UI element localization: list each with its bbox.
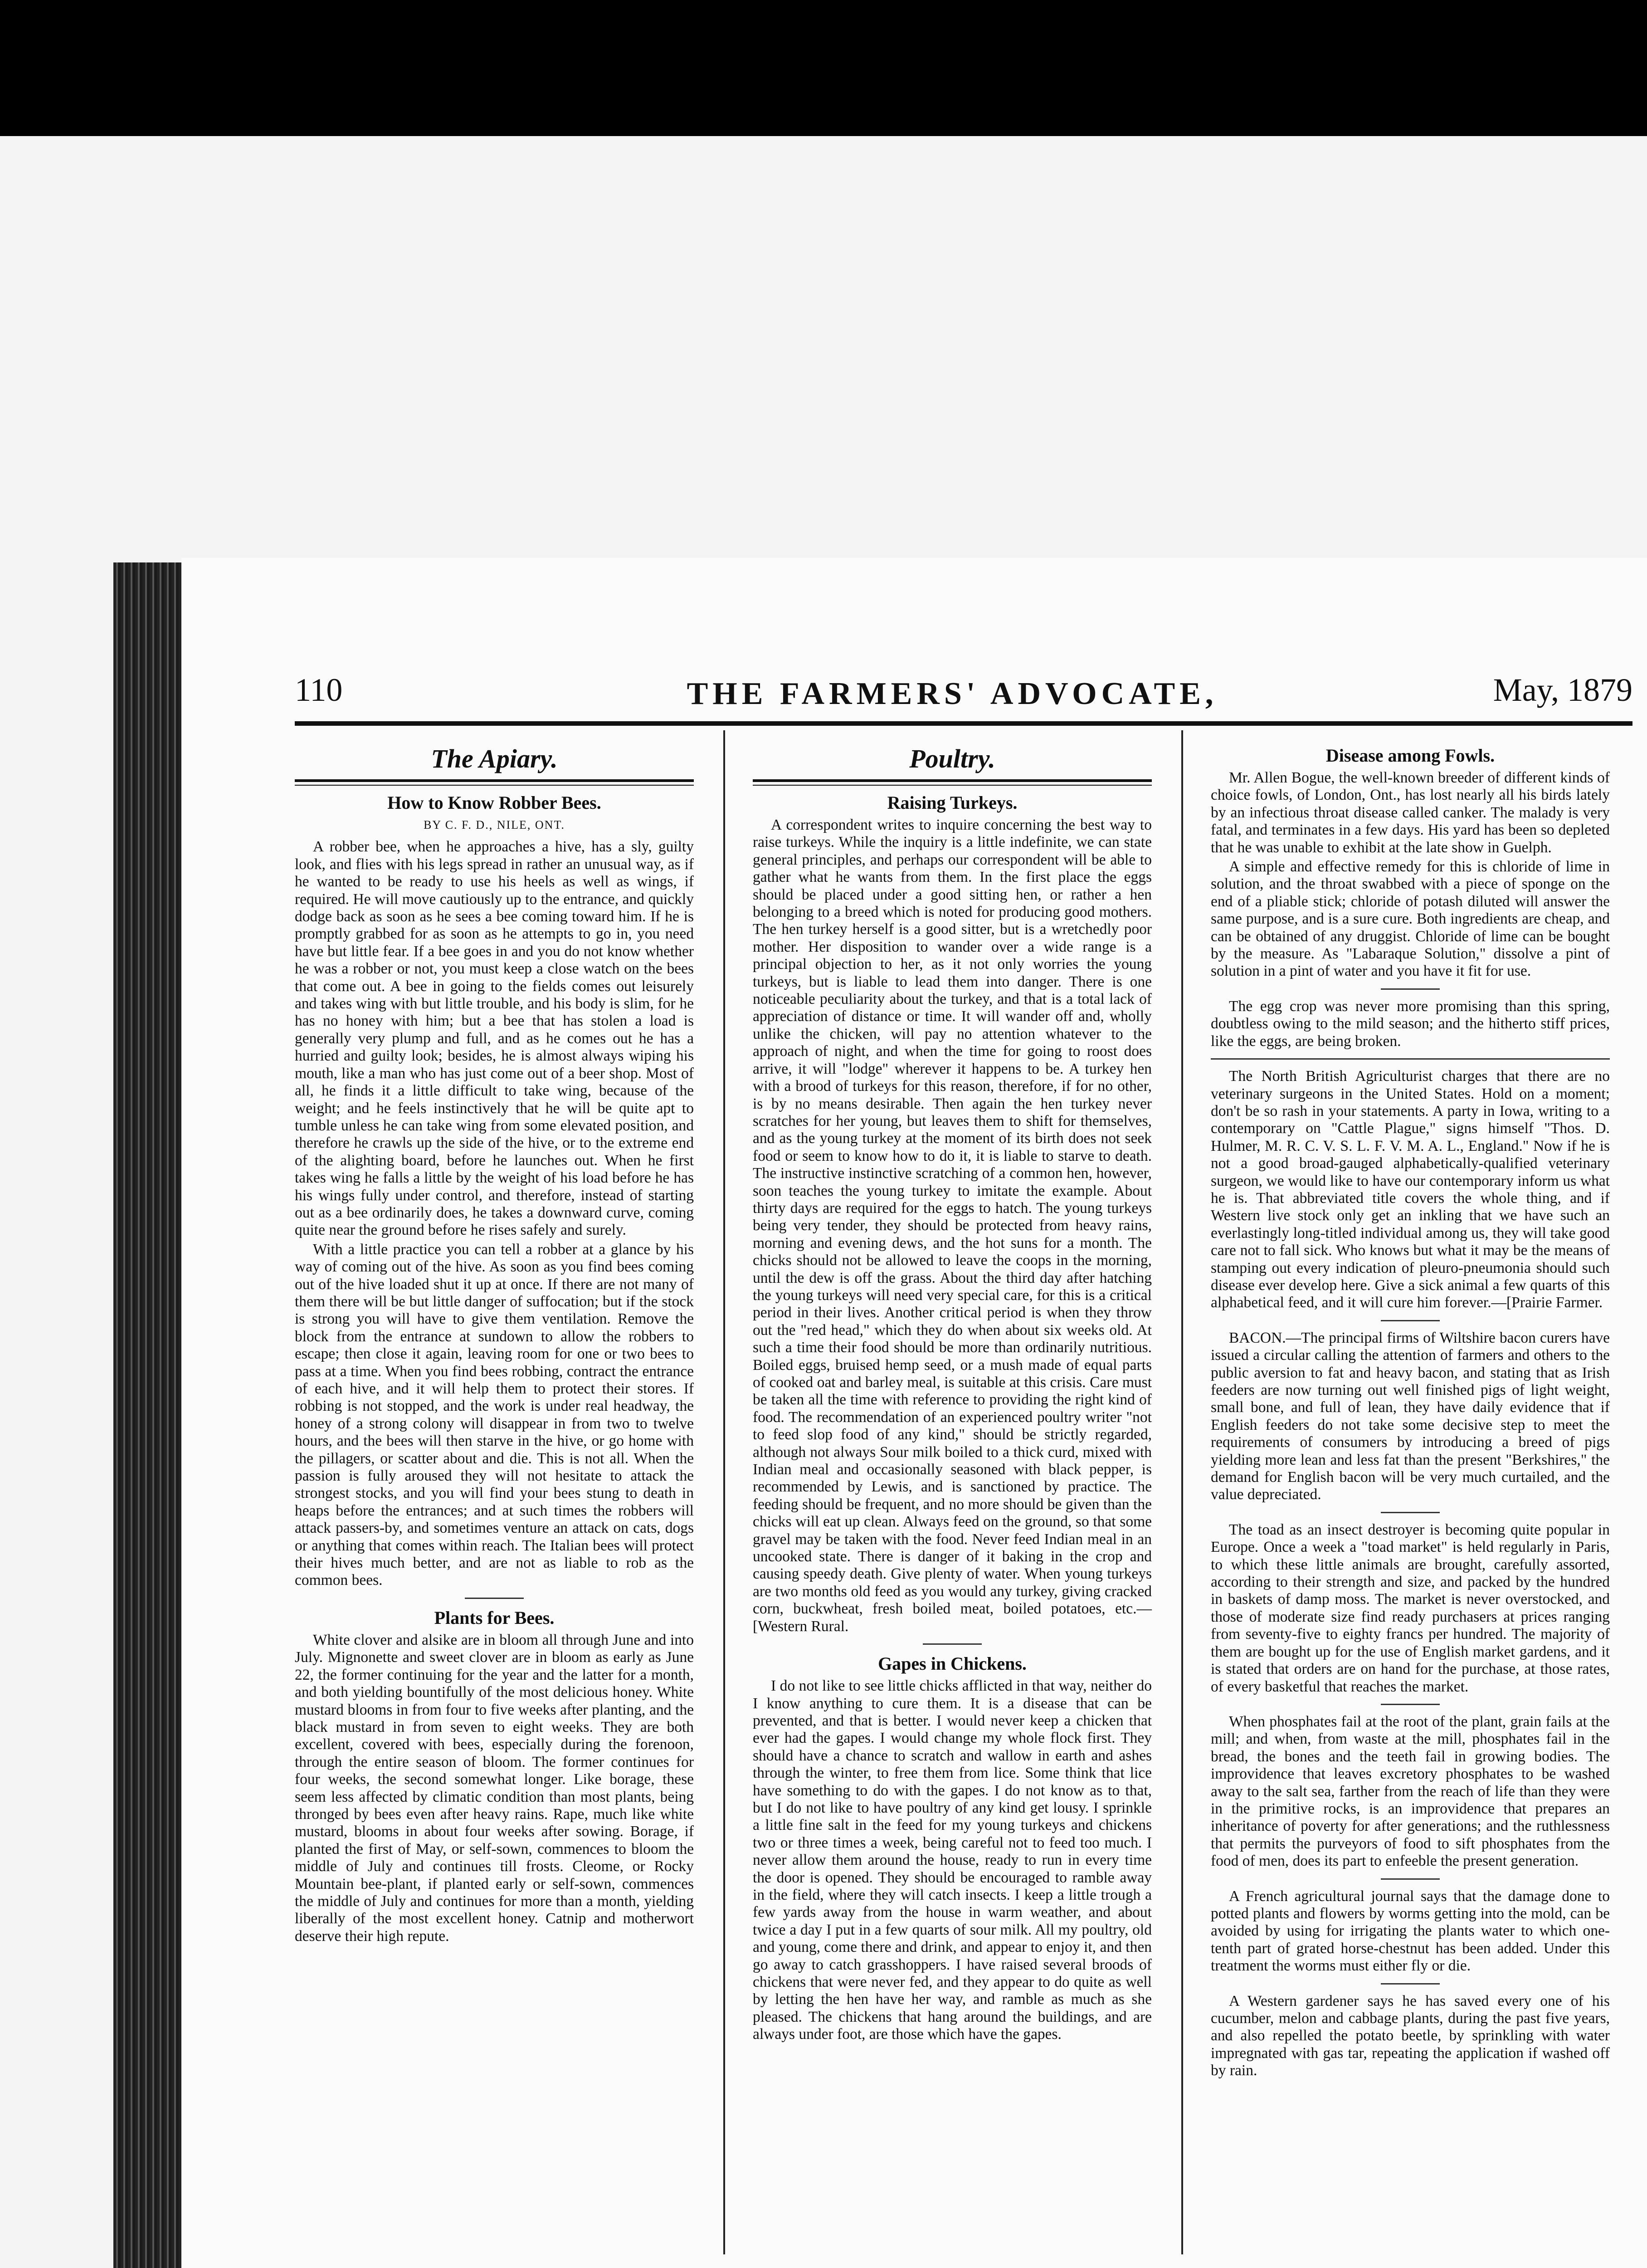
article-separator — [1381, 1878, 1440, 1880]
section-rule — [753, 779, 1152, 786]
article-separator — [1381, 1320, 1440, 1321]
section-rule — [295, 779, 694, 786]
header-rule — [295, 721, 1632, 726]
article-title-robber-bees: How to Know Robber Bees. — [387, 792, 601, 813]
page-header — [295, 662, 1632, 726]
section-title-apiary: The Apiary. — [431, 744, 558, 773]
column-divider-2 — [1181, 730, 1183, 2254]
article-separator — [1381, 1512, 1440, 1513]
article-title-raising-turkeys: Raising Turkeys. — [887, 792, 1018, 813]
article-paragraph: A correspondent writes to inquire concerning the best way to raise turkeys. While the inquiry is a little indefinite, we can state general principles, and perhaps our correspondent will be able to gather what he wants from them. In the first place the eggs should be placed under a good sitting hen, or rather a hen belonging to a breed which is noted for producing good mothers. The hen turkey herself is a good sitter, but is a wretchedly poor mother. Her disposition to wander over a wide range is a principal objection to her, as it not only worries the young turkeys, but is liable to lead them into danger. There is one noticeable peculiarity about the turkey, and that is a total lack of appreciation of distance or time. It will wander off and, wholly unlike the chicken, will pay no attention whatever to the approach of night, and when the time for going to roost does arrive, it will "lodge" wherever it happens to be. A turkey hen with a brood of turkeys for this reason, therefore, if for no other, is by no means desirable. Then again the hen turkey never scratches for her young, but leaves them to shift for themselves, and as the young turkey at the moment of its birth does not seek food or seem to know how to do it, it is liable to starve to death. The instructive instinctive scratching of a common hen, however, soon teaches the young turkey to imitate the example. About thirty days are required for the eggs to hatch. The young turkeys being very tender, they should be protected from heavy rains, morning and evening dews, and the hot suns for a month. The chicks should not be allowed to leave the coops in the morning, until the dew is off the grass. About the third day after hatching the young turkeys will need very special care, for this is a critical period in their lives. Another critical period is when they throw out the "red head," which they do when about six weeks old. At such a time their food should be more than ordinarily nutritious. Boiled eggs, bruised hemp seed, or a mush made of equal parts of cooked oat and barley meal, is suitable at this crisis. Care must be taken all the time with reference to providing the right kind of food. The recommendation of an experienced poultry writer "not to feed slop food of any kind," should be strictly regarded, although not always Sour milk boiled to a thick curd, mixed with Indian meal and occasionally seasoned with black pepper, is recommended by Lewis, and is sanctioned by practice. The feeding should be frequent, and no more should be given than the chicks will eat up clean. Always feed on the ground, so that some gravel may be taken with the food. Never feed Indian meal in an uncooked state. There is danger of it baking in the crop and causing speedy death. Give plenty of water. When young turkeys are two months old feed as you would any turkey, giving cracked corn, buckwheat, fresh boiled meat, boiled potatoes, etc.—[Western Rural. — [753, 816, 1152, 1635]
book-edge — [113, 562, 181, 2268]
article-separator — [1381, 988, 1440, 990]
article-paragraph: A French agricultural journal says that the damage done to potted plants and flowers by worms getting into the mold, can be avoided by using for irrigating the plants water to which one-tenth part of grated horse-chestnut has been added. Under this treatment the worms must either fly or die. — [1211, 1887, 1610, 1975]
column-apiary — [295, 739, 694, 1947]
article-paragraph: The toad as an insect destroyer is becoming quite popular in Europe. Once a week a "toad market" is held regularly in Paris, to which these little animals are brought, carefully assorted, according to their strength and size, and packed by the hundred in baskets of damp moss. The market is never overstocked, and those of moderate size find ready purchasers at prices ranging from seventy-five to eighty francs per hundred. The majority of them are bought up for the use of English market gardens, and it is stated that orders are on hand for the purchase, at those rates, of every basketful that reaches the market. — [1211, 1521, 1610, 1695]
masthead-title: THE FARMERS' ADVOCATE, — [687, 676, 1218, 711]
article-title-plants-for-bees: Plants for Bees. — [434, 1607, 555, 1628]
article-paragraph: The North British Agriculturist charges that there are no veterinary surgeons in the United States. Hold on a moment; don't be so rash in your statements. A party in Iowa, writing to a contemporary on "Cattle Plague," signs himself "Thos. D. Hulmer, M. R. C. V. S. L. F. V. M. A. L., England." Now if he is not a good broad-gauged alphabetically-qualified veterinary surgeon, we would like to have our contemporary inform us what he is. That abbreviated title covers the whole thing, and if Western live stock only get an inkling that we have such an everlastingly long-titled individual among us, they will take good care not to fall sick. Who knows but what it may be the means of stamping out every indication of pleuro-pneumonia should such disease ever develop here. Give a sick animal a few quarts of this alphabetical feed, and it will cure him forever.—[Prairie Farmer. — [1211, 1068, 1610, 1311]
article-paragraph: When phosphates fail at the root of the plant, grain fails at the mill; and when, from waste at the mill, phosphates fail in the bread, the bones and the teeth fail in growing bodies. The improvidence that leaves excretory phosphates to be washed away to the salt sea, farther from the reach of life than they were in the primitive rocks, is an improvidence that prepares an inheritance of poverty for after generations; and the ruthlessness that permits the purveyors of food to sift phosphates from the food of men, does its part to enfeeble the present generation. — [1211, 1713, 1610, 1870]
column-divider-1 — [723, 730, 725, 2254]
article-separator — [1381, 1704, 1440, 1705]
column-poultry — [753, 739, 1152, 2045]
article-title-disease-among-fowls: Disease among Fowls. — [1325, 745, 1495, 766]
article-separator — [1211, 1058, 1610, 1060]
newspaper-page — [181, 558, 1647, 2268]
section-title-poultry: Poultry. — [909, 744, 995, 773]
article-paragraph: A Western gardener says he has saved every one of his cucumber, melon and cabbage plants, during the past five years, and also repelled the potato beetle, by sprinkling with water impregnated with gas tar, repeating the application if washed off by rain. — [1211, 1992, 1610, 2079]
article-paragraph: I do not like to see little chicks afflicted in that way, neither do I know anything to cure them. It is a disease that can be prevented, and that is better. I would never keep a chicken that ever had the gapes. I would change my whole flock first. They should have a chance to scratch and wallow in earth and ashes through the winter, to free them from lice. Some think that lice have something to do with the gapes. I do not know as to that, but I do not like to have poultry of any kind get lousy. I sprinkle a little fine salt in the feed for my young turkeys and chickens two or three times a week, being careful not to feed too much. I never allow them around the house, ready to run in every time the door is opened. They should be encouraged to ramble away in the field, where they will catch insects. I keep a little trough a few yards away from the house in warm weather, and about twice a day I put in a few quarts of sour milk. All my poultry, old and young, come there and drink, and appear to enjoy it, and then go away to catch grasshoppers. I have raised several broods of chickens that were never fed, and they appear to do quite as well by letting the hen have her way, and ramble as much as she pleased. The chickens that hang around the buildings, and are always under foot, are those which have the gapes. — [753, 1677, 1152, 2043]
article-paragraph: With a little practice you can tell a robber at a glance by his way of coming out of the hive. As soon as you find bees coming out of the hive loaded shut it up at once. If there are not many of them there will be but little danger of suffocation; but if the stock is strong you will have to give them ventilation. Remove the block from the entrance at sundown to allow the robbers to escape; then close it again, leaving room for one or two bees to pass at a time. When you find bees robbing, contract the entrance of each hive, and it will help them to protect their stores. If robbing is not stopped, and the work is under real headway, the honey of a strong colony will disappear in from two to twelve hours, and the bees will then starve in the hive, or go home with the pillagers, or scatter about and die. This is not all. When the passion is fully aroused they will not hesitate to attack the strongest stocks, and you will find your bees stung to death in heaps before the entrances; and at such times the robbers will attack passers-by, and sometimes venture an attack on cats, dogs or anything that comes within reach. The Italian bees will protect their hives much better, and are not as liable to rob as the common bees. — [295, 1241, 694, 1589]
article-paragraph: A robber bee, when he approaches a hive, has a sly, guilty look, and flies with his legs spread in rather an unusual way, as if he wanted to be ready to use his heels as well as wings, if required. He will move cautiously up to the entrance, and quickly dodge back as soon as he sees a bee coming toward him. If he is promptly grabbed for as soon as he attempts to go in, you need have but little fear. If a bee goes in and you do not know whether he was a robber or not, you must keep a close watch on the bees that come out. A bee in going to the fields comes out leisurely and takes wing with but little trouble, and his body is slim, for he has no honey with him; but a bee that has stolen a load is generally very plump and full, and as he comes out he has a hurried and guilty look; besides, he is almost always wiping his mouth, like a man who has just come out of a beer shop. Most of all, he finds it a little difficult to take wing, because of the weight; and he feels instinctively that he will be quite apt to tumble unless he can take wing from some elevated position, and therefore he crawls up the side of the hive, or to the extreme end of the alighting board, before he launches out. When he first takes wing he falls a little by the weight of his load before he has his wings fully under control, and therefore, instead of starting out as a bee ordinarily does, he takes a downward curve, coming quite near the ground before he rises safely and surely. — [295, 838, 694, 1239]
article-title-gapes-in-chickens: Gapes in Chickens. — [878, 1653, 1027, 1674]
article-separator — [1381, 1983, 1440, 1984]
article-paragraph: White clover and alsike are in bloom all through June and into July. Mignonette and sweet clover are in bloom as early as June 22, the former continuing for the year and the latter for a month, and both yielding bountifully of the most delicious honey. White mustard blooms in from four to five weeks after planting, and the black mustard in from seven to eight weeks. They are both excellent, covered with bees, especially during the forenoon, through the entire season of bloom. The former continues for four weeks, the second somewhat longer. Like borage, these seem less affected by climatic condition than most plants, being thronged by bees even after heavy rains. Rape, much like white mustard, blooms in about four weeks after sowing. Borage, if planted the first of May, or self-sown, commences to bloom the middle of July and continues till frosts. Cleome, or Rocky Mountain bee-plant, if planted early or self-sown, commences the middle of July and continues for more than a month, yielding liberally of the most excellent honey. Catnip and motherwort deserve their high repute. — [295, 1631, 694, 1945]
article-paragraph: A simple and effective remedy for this is chloride of lime in solution, and the throat swabbed with a piece of sponge on the end of a pliable stick; chloride of potash diluted will answer the same purpose, and is a sure cure. Both ingredients are cheap, and can be obtained of any druggist. Chloride of lime can be bought by the measure. As "Labaraque Solution," dissolve a pint of solution in a pint of water and you have it fit for use. — [1211, 858, 1610, 980]
article-separator — [465, 1598, 524, 1599]
article-separator — [923, 1643, 982, 1645]
article-paragraph: BACON.—The principal firms of Wiltshire bacon curers have issued a circular calling the attention of farmers and others to the public aversion to fat and heavy bacon, and stating that as Irish feeders are now turning out well finished pigs of light weight, small bone, and full of lean, they have daily evidence that if English feeders do not take some decisive step to meet the requirements of consumers by introducing a breed of pigs yielding more lean and less fat than the present "Berkshires," the demand for English bacon will be very much curtailed, and the value depreciated. — [1211, 1329, 1610, 1503]
column-miscellany — [1211, 739, 1610, 2082]
page-number: 110 — [295, 672, 343, 708]
article-paragraph: The egg crop was never more promising than this spring, doubtless owing to the mild season; and the hitherto stiff prices, like the eggs, are being broken. — [1211, 997, 1610, 1050]
article-paragraph: Mr. Allen Bogue, the well-known breeder of different kinds of choice fowls, of London, Ont., has lost nearly all his birds lately by an infectious throat disease called canker. The malady is very fatal, and terminates in a few days. His yard has been so depleted that he was unable to exhibit at the late show in Guelph. — [1211, 769, 1610, 856]
article-byline: BY C. F. D., NILE, ONT. — [424, 818, 565, 831]
issue-date: May, 1879 — [1493, 672, 1632, 708]
